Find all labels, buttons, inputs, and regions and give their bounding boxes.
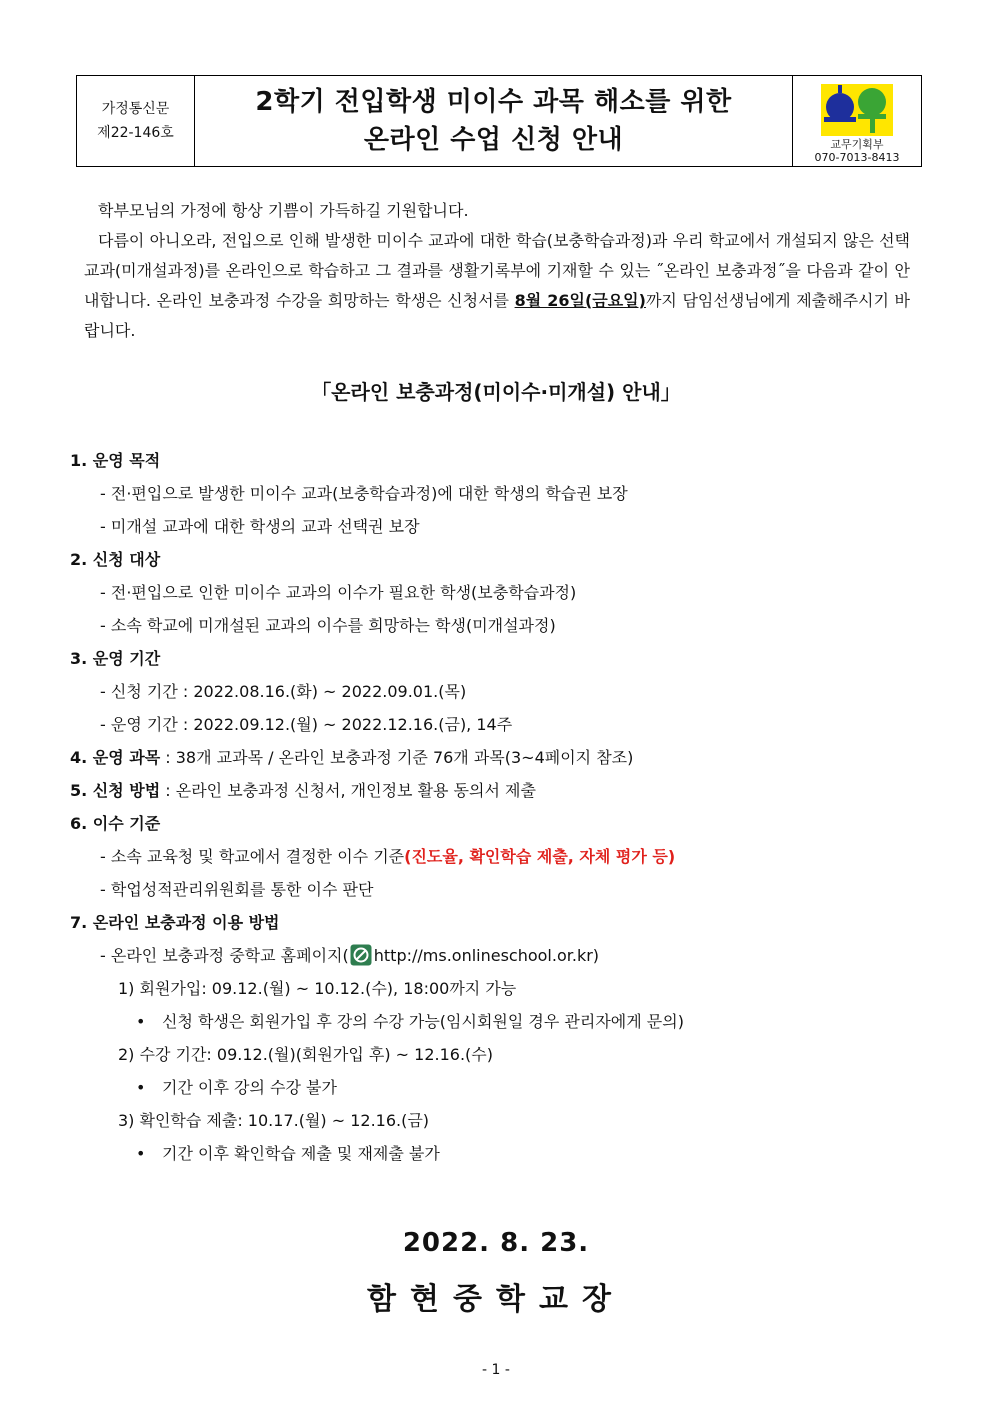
bullet-dot-icon: • (136, 1078, 146, 1097)
bullet-dot-icon: • (136, 1144, 146, 1163)
criteria-highlight: (진도율, 확인학습 제출, 자체 평가 등) (404, 847, 676, 866)
section-5-title: 5. 신청 방법 (70, 781, 161, 800)
page-number: - 1 - (482, 1362, 510, 1378)
section-1-title: 1. 운영 목적 (70, 451, 161, 470)
step-2-note-text: 기간 이후 강의 수강 불가 (162, 1078, 337, 1097)
section-4-text: : 38개 교과목 / 온라인 보충과정 기준 76개 과목(3~4페이지 참조) (160, 748, 634, 767)
step-3: 3) 확인학습 제출: 10.17.(월) ~ 12.16.(금) (118, 1111, 430, 1130)
intro-body-end: 까지 담임선생님에게 제출해주시기 바랍니다. (84, 291, 910, 340)
list-item: - 신청 기간 : 2022.08.16.(화) ~ 2022.09.01.(목) (100, 682, 467, 701)
dept-name: 교무기획부 (830, 138, 884, 151)
list-item: - 미개설 교과에 대한 학생의 교과 선택권 보장 (100, 517, 420, 536)
section-7-title: 7. 온라인 보충과정 이용 방법 (70, 913, 280, 932)
intro-body-text: 다름이 아니오라, 전입으로 인해 발생한 미이수 교과에 대한 학습(보충학습과정)과 우리 학교에서 개설되지 않은 선택 교과(미개설과정)를 온라인으로 학습하고 그 결과를 생활기록부에 기재할 수 있는 ˝온라인 보충과정˝을 다음과 같이 안내합니다. 온라인 보충과정 수강을 희망하는 학생은 신청서를 (84, 231, 910, 310)
intro-body (84, 226, 910, 346)
issue-date: 2022. 8. 23. (402, 1228, 590, 1258)
doc-number: 제22-146호 (97, 125, 174, 141)
doc-type: 가정통신문 (101, 101, 170, 117)
step-1: 1) 회원가입: 09.12.(월) ~ 10.12.(수), 18:00까지 가능 (118, 979, 517, 998)
section-5 (70, 774, 930, 807)
section-6-title: 6. 이수 기준 (70, 814, 161, 833)
homepage-label: - 온라인 보충과정 중학교 홈페이지( (100, 946, 349, 965)
list-item: - 소속 학교에 미개설된 교과의 이수를 희망하는 학생(미개설과정) (100, 616, 556, 635)
page-title (195, 76, 792, 166)
deadline: 8월 26일(금요일) (514, 291, 646, 310)
step-2-note (70, 1071, 930, 1104)
greeting: 학부모님의 가정에 항상 기쁨이 가득하길 기원합니다. (98, 201, 469, 220)
dept-info (792, 76, 921, 166)
dept-phone: 070-7013-8413 (814, 151, 900, 164)
section-4-title: 4. 운영 과목 (70, 748, 161, 767)
criteria-text: - 소속 교육청 및 학교에서 결정한 이수 기준 (100, 847, 405, 866)
section-5-text: : 온라인 보충과정 신청서, 개인정보 활용 동의서 제출 (160, 781, 536, 800)
step-1-note-text: 신청 학생은 회원가입 후 강의 수강 가능(임시회원일 경우 관리자에게 문의) (162, 1012, 684, 1031)
homepage-item (70, 939, 930, 972)
doc-info (77, 76, 195, 166)
section-4 (70, 741, 930, 774)
header-box (76, 75, 922, 167)
title-line-1: 2학기 전입학생 미이수 과목 해소를 위한 (255, 87, 732, 117)
step-3-note-text: 기간 이후 확인학습 제출 및 재제출 불가 (162, 1144, 440, 1163)
step-2: 2) 수강 기간: 09.12.(월)(회원가입 후) ~ 12.16.(수) (118, 1045, 493, 1064)
intro (84, 196, 910, 346)
list-item (70, 840, 930, 873)
list-item: - 전·편입으로 발생한 미이수 교과(보충학습과정)에 대한 학생의 학습권 보장 (100, 484, 628, 503)
list-item: - 운영 기간 : 2022.09.12.(월) ~ 2022.12.16.(금), 14주 (100, 715, 513, 734)
web-link-icon (350, 944, 372, 966)
content-list (70, 444, 930, 1170)
bullet-dot-icon: • (136, 1012, 146, 1031)
list-item: - 학업성적관리위원회를 통한 이수 판단 (100, 880, 374, 899)
section-title: 「온라인 보충과정(미이수·미개설) 안내」 (311, 380, 681, 404)
homepage-url[interactable]: http://ms.onlineschool.or.kr (373, 946, 593, 965)
list-item: - 전·편입으로 인한 미이수 교과의 이수가 필요한 학생(보충학습과정) (100, 583, 577, 602)
step-3-note (70, 1137, 930, 1170)
title-line-2: 온라인 수업 신청 안내 (363, 125, 624, 155)
step-1-note (70, 1005, 930, 1038)
principal-signature: 함현중학교장 (367, 1282, 625, 1317)
section-3-title: 3. 운영 기간 (70, 649, 161, 668)
school-logo-icon (821, 84, 893, 136)
homepage-close: ) (592, 946, 600, 965)
section-2-title: 2. 신청 대상 (70, 550, 161, 569)
